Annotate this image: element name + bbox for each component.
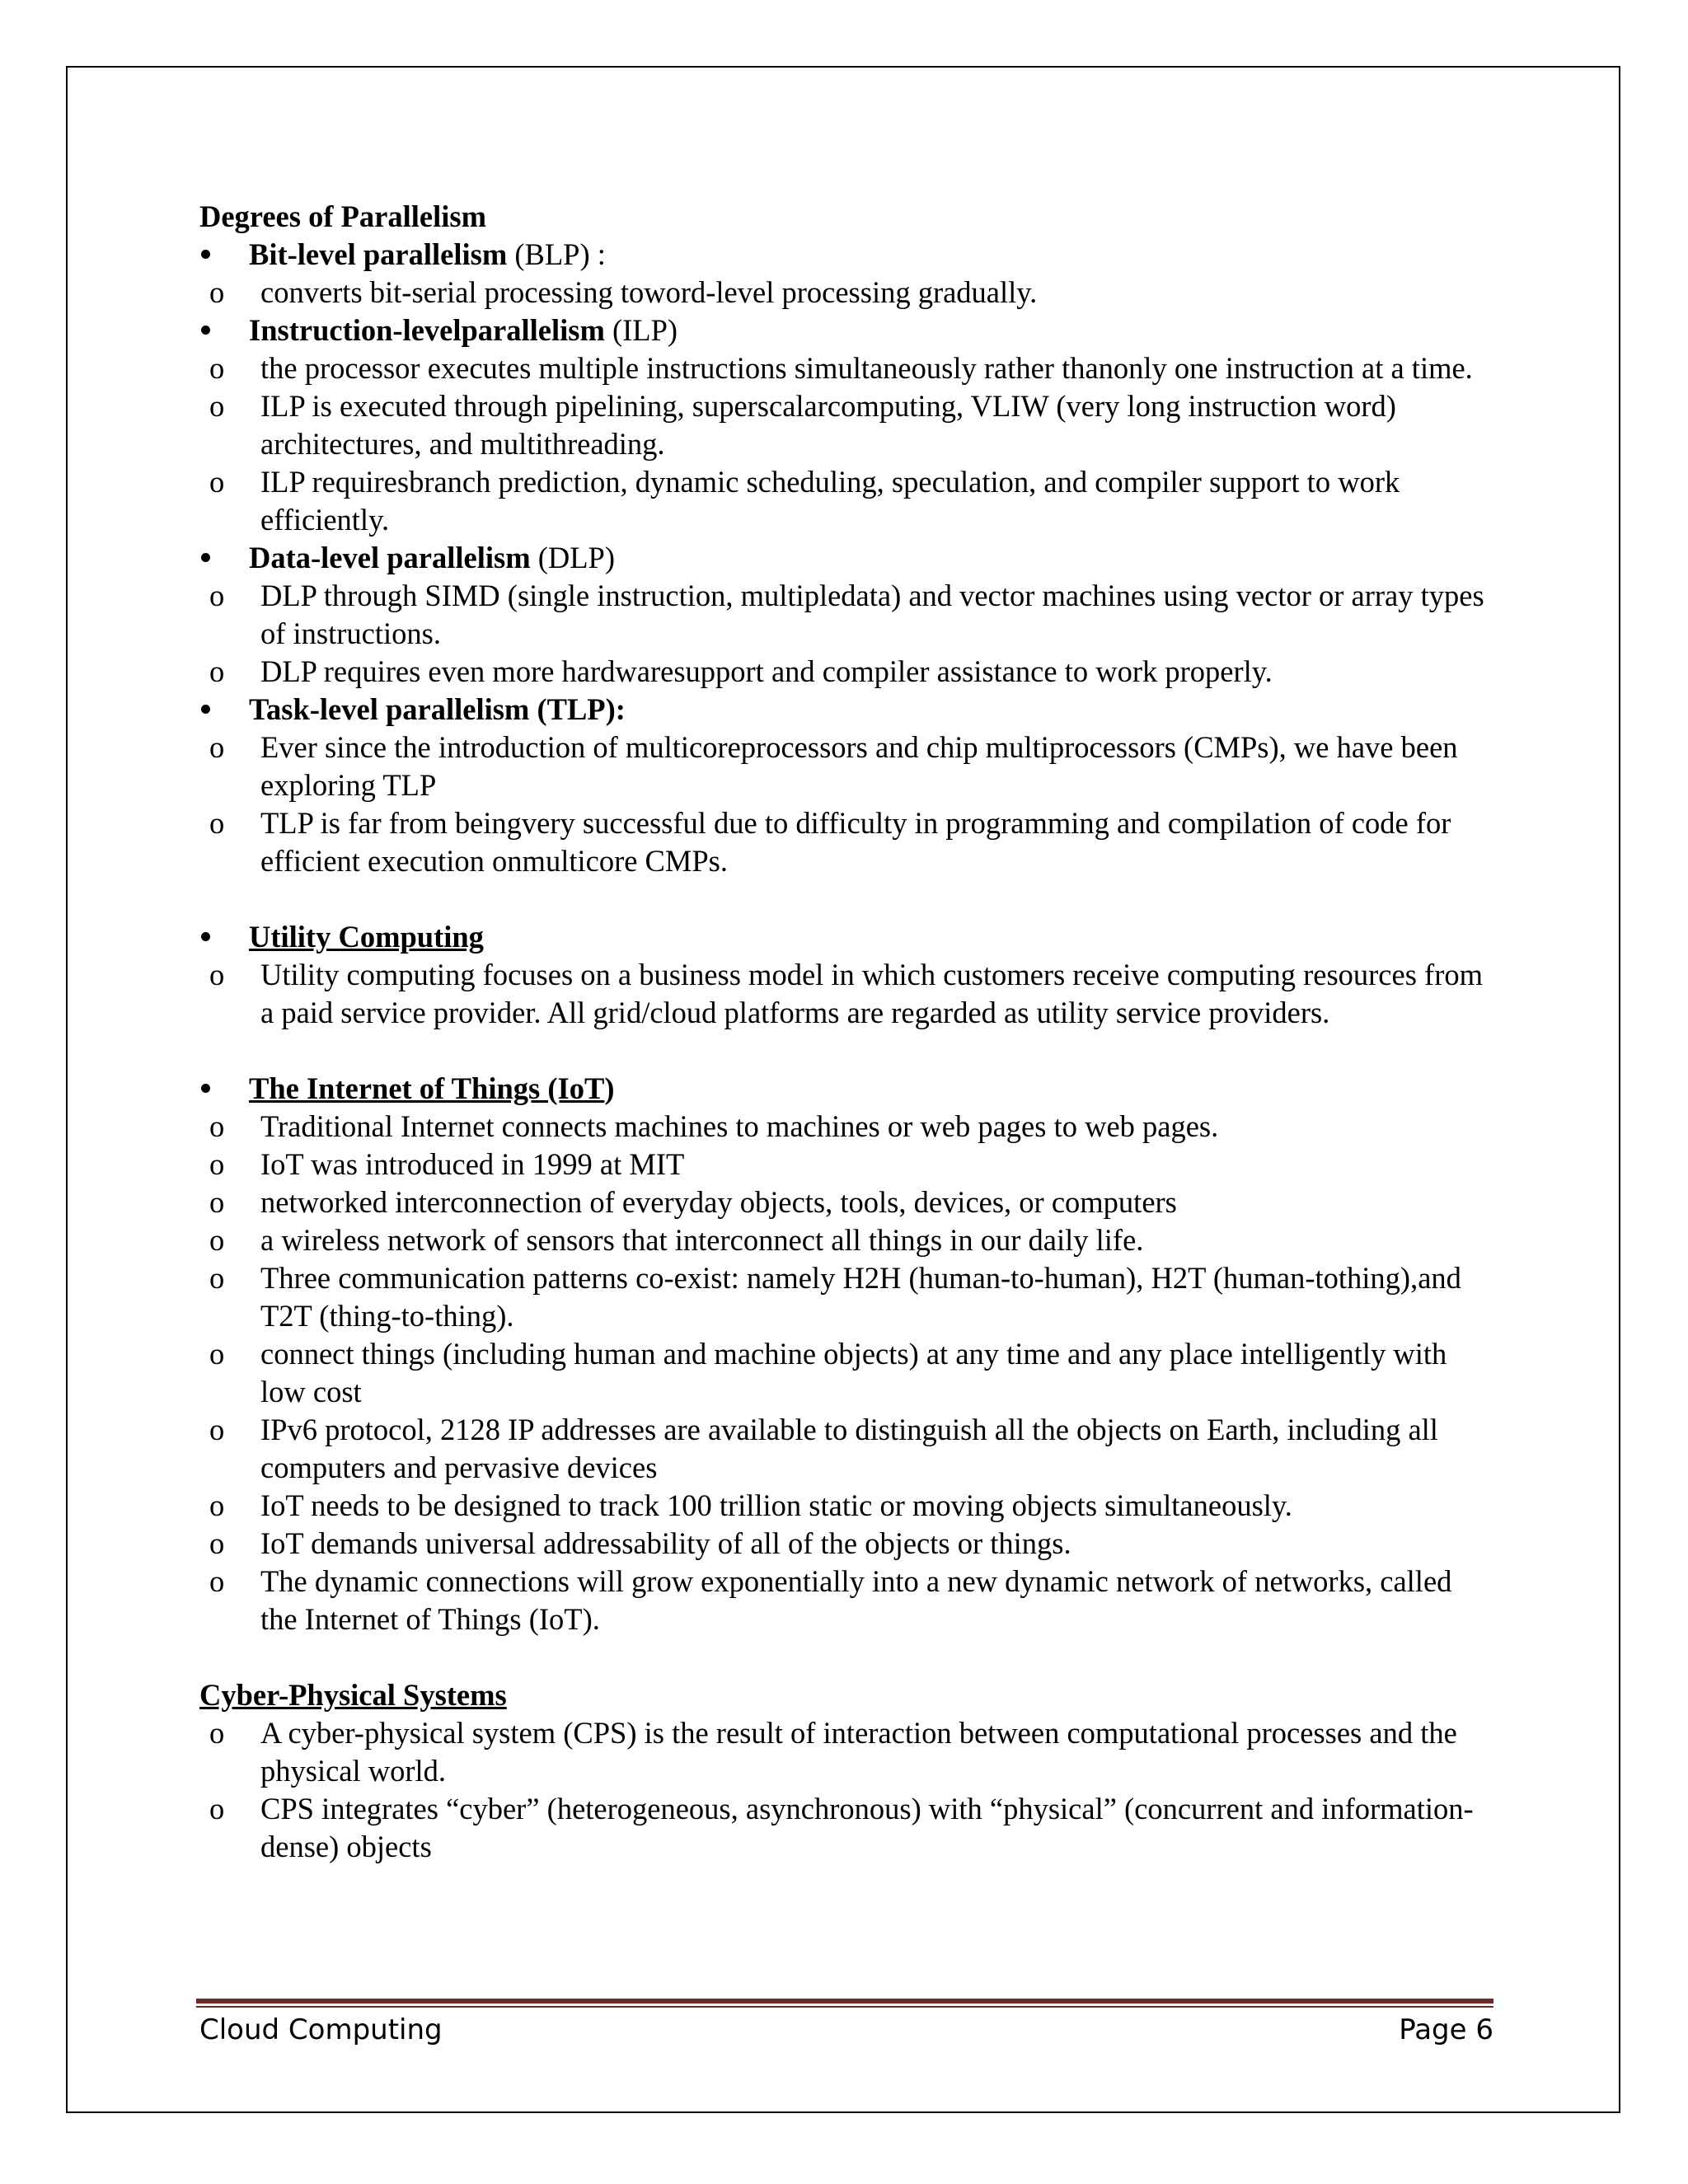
term-tlp: Task-level parallelism (TLP):	[249, 692, 626, 726]
bullet-icon	[199, 236, 232, 274]
sub-item-text: connect things (including human and machine objects) at any time and any place intelligently with low cost	[260, 1337, 1447, 1408]
circle-bullet-icon: o	[209, 806, 225, 840]
sub-item-text: IoT was introduced in 1999 at MIT	[260, 1147, 685, 1181]
circle-bullet-icon: o	[209, 1147, 225, 1181]
sub-item-iot-2	[199, 1183, 1493, 1221]
sub-item-text: DLP requires even more hardwaresupport and compiler assistance to work properly.	[260, 654, 1273, 688]
sub-item-dlp-0	[199, 577, 1493, 653]
sub-item-text: IoT needs to be designed to track 100 trillion static or moving objects simultaneously.	[260, 1488, 1292, 1522]
bullet-icon	[199, 539, 232, 577]
bullet-icon	[199, 1070, 232, 1108]
circle-bullet-icon: o	[209, 1413, 225, 1446]
document-body	[199, 198, 1493, 1866]
circle-bullet-icon: o	[209, 730, 225, 764]
spacer	[199, 1032, 1493, 1070]
circle-bullet-icon: o	[209, 1109, 225, 1143]
sub-item-text: ILP requiresbranch prediction, dynamic scheduling, speculation, and compiler support to work efficiently.	[260, 465, 1400, 537]
term-ilp-suffix: (ILP)	[604, 313, 678, 347]
circle-bullet-icon: o	[209, 1792, 225, 1825]
spacer	[199, 880, 1493, 918]
circle-bullet-icon: o	[209, 654, 225, 688]
footer-rule	[196, 1999, 1493, 2004]
footer-rule-thin	[196, 2006, 1493, 2008]
sub-item-text: networked interconnection of everyday objects, tools, devices, or computers	[260, 1185, 1177, 1219]
sub-item-cps-0	[199, 1714, 1493, 1790]
spacer	[199, 1638, 1493, 1676]
term-dlp: Data-level parallelism	[249, 541, 531, 574]
footer-title: Cloud Computing	[199, 2013, 443, 2046]
sub-item-text: ILP is executed through pipelining, superscalarcomputing, VLIW (very long instruction word) architectures, and multithreading.	[260, 389, 1396, 461]
circle-bullet-icon: o	[209, 1337, 225, 1371]
sub-item-iot-9	[199, 1563, 1493, 1638]
circle-bullet-icon: o	[209, 1223, 225, 1257]
sub-item-text: A cyber-physical system (CPS) is the result of interaction between computational processes and the physical world.	[260, 1716, 1457, 1788]
circle-bullet-icon: o	[209, 1716, 225, 1750]
sub-item-ilp-2	[199, 463, 1493, 539]
term-dlp-suffix: (DLP)	[530, 541, 615, 574]
sub-item-ilp-1	[199, 387, 1493, 463]
circle-bullet-icon: o	[209, 275, 225, 309]
heading-iot-tail: )	[604, 1071, 615, 1105]
term-ilp: Instruction-levelparallelism	[249, 313, 605, 347]
circle-bullet-icon: o	[209, 1185, 225, 1219]
sub-item-ilp-0	[199, 349, 1493, 387]
term-blp-suffix: (BLP) :	[507, 237, 606, 271]
circle-bullet-icon: o	[209, 579, 225, 612]
sub-item-iot-1	[199, 1146, 1493, 1183]
sub-item-tlp-1	[199, 804, 1493, 880]
bullet-iot	[199, 1070, 1493, 1108]
bullet-ilp	[199, 312, 1493, 349]
circle-bullet-icon: o	[209, 351, 225, 385]
heading-cyber-physical-systems: Cyber-Physical Systems	[199, 1678, 507, 1712]
sub-item-text: a wireless network of sensors that interconnect all things in our daily life.	[260, 1223, 1144, 1257]
sub-item-text: TLP is far from beingvery successful due to difficulty in programming and compilation of code for efficient execution onmulticore CMPs.	[260, 806, 1451, 878]
circle-bullet-icon: o	[209, 389, 225, 423]
sub-item-text: IPv6 protocol, 2128 IP addresses are available to distinguish all the objects on Earth, including all computers and pervasive devices	[260, 1413, 1438, 1484]
bullet-icon	[199, 691, 232, 729]
sub-item-iot-8	[199, 1525, 1493, 1563]
heading-iot: The Internet of Things (IoT	[249, 1071, 605, 1105]
circle-bullet-icon: o	[209, 1488, 225, 1522]
sub-item-text: converts bit-serial processing toword-level processing gradually.	[260, 275, 1038, 309]
sub-item-utility-0	[199, 956, 1493, 1032]
circle-bullet-icon: o	[209, 1526, 225, 1560]
bullet-icon	[199, 312, 232, 349]
sub-item-text: Utility computing focuses on a business model in which customers receive computing resources from a paid service provider. All grid/cloud platforms are regarded as utility service providers.	[260, 958, 1483, 1029]
sub-item-text: The dynamic connections will grow exponentially into a new dynamic network of networks, called the Internet of Things (IoT).	[260, 1564, 1452, 1636]
sub-item-cps-1	[199, 1790, 1493, 1866]
sub-item-text: the processor executes multiple instructions simultaneously rather thanonly one instruction at a time.	[260, 351, 1473, 385]
bullet-utility-computing	[199, 918, 1493, 956]
sub-item-iot-3	[199, 1221, 1493, 1259]
circle-bullet-icon: o	[209, 1261, 225, 1295]
sub-item-dlp-1	[199, 653, 1493, 691]
term-blp: Bit-level parallelism	[249, 237, 508, 271]
sub-item-iot-7	[199, 1487, 1493, 1525]
sub-item-iot-6	[199, 1411, 1493, 1487]
page-number: Page 6	[1399, 2013, 1493, 2046]
sub-item-text: DLP through SIMD (single instruction, multipledata) and vector machines using vector or array types of instructions.	[260, 579, 1484, 650]
circle-bullet-icon: o	[209, 958, 225, 991]
sub-item-text: CPS integrates “cyber” (heterogeneous, asynchronous) with “physical” (concurrent and information-dense) objects	[260, 1792, 1474, 1863]
sub-item-iot-0	[199, 1108, 1493, 1146]
sub-item-text: Traditional Internet connects machines to machines or web pages to web pages.	[260, 1109, 1219, 1143]
sub-item-iot-4	[199, 1259, 1493, 1335]
sub-item-tlp-0	[199, 729, 1493, 804]
heading-degrees-of-parallelism: Degrees of Parallelism	[199, 199, 486, 233]
sub-item-text: Three communication patterns co-exist: namely H2H (human-to-human), H2T (human-tothing),and T2T (thing-to-thing).	[260, 1261, 1461, 1333]
bullet-icon	[199, 918, 232, 956]
sub-item-iot-5	[199, 1335, 1493, 1411]
bullet-blp	[199, 236, 1493, 274]
bullet-dlp	[199, 539, 1493, 577]
bullet-tlp	[199, 691, 1493, 729]
circle-bullet-icon: o	[209, 465, 225, 499]
sub-item-blp-0	[199, 274, 1493, 312]
heading-utility-computing: Utility Computing	[249, 920, 484, 954]
sub-item-text: IoT demands universal addressability of all of the objects or things.	[260, 1526, 1071, 1560]
circle-bullet-icon: o	[209, 1564, 225, 1598]
sub-item-text: Ever since the introduction of multicoreprocessors and chip multiprocessors (CMPs), we have been exploring TLP	[260, 730, 1458, 802]
